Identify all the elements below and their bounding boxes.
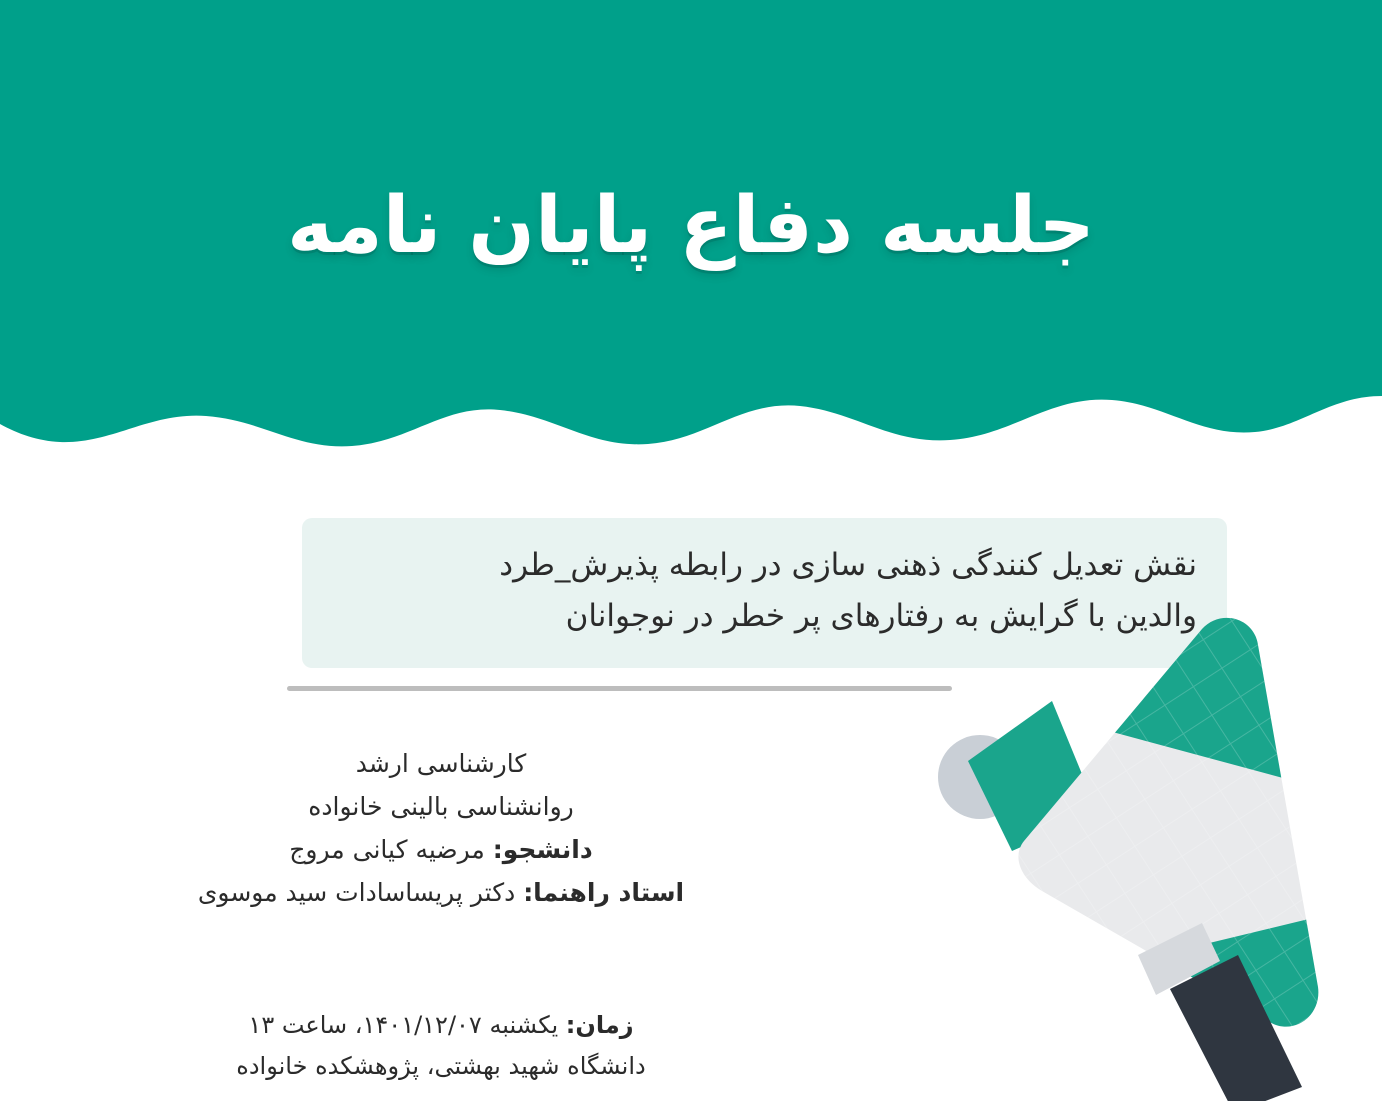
megaphone-graphic-icon (902, 551, 1382, 1101)
degree-line: کارشناسی ارشد (355, 749, 527, 778)
location-line: دانشگاه شهید بهشتی، پژوهشکده خانواده (236, 1052, 646, 1081)
student-label: دانشجو: (492, 835, 593, 864)
student-name: مرضیه کیانی مروج (289, 835, 485, 864)
divider (287, 686, 952, 691)
thesis-title-line-1: نقش تعدیل کنندگی ذهنی سازی در رابطه پذیرش_طرد (499, 547, 1197, 583)
megaphone-icon (902, 551, 1382, 1101)
supervisor-name: دکتر پریساسادات سید موسوی (197, 878, 516, 907)
time-value: یکشنبه ۱۴۰۱/۱۲/۰۷، ساعت ۱۳ (248, 1011, 559, 1039)
field-line: روانشناسی بالینی خانواده (308, 792, 574, 821)
supervisor-label: استاد راهنما: (523, 878, 685, 907)
header-banner (0, 0, 1382, 470)
thesis-title-line-2: والدین با گرایش به رفتارهای پر خطر در نوجوانان (565, 598, 1197, 635)
time-label: زمان: (565, 1011, 634, 1039)
page-title: جلسه دفاع پایان نامه (287, 181, 1095, 271)
